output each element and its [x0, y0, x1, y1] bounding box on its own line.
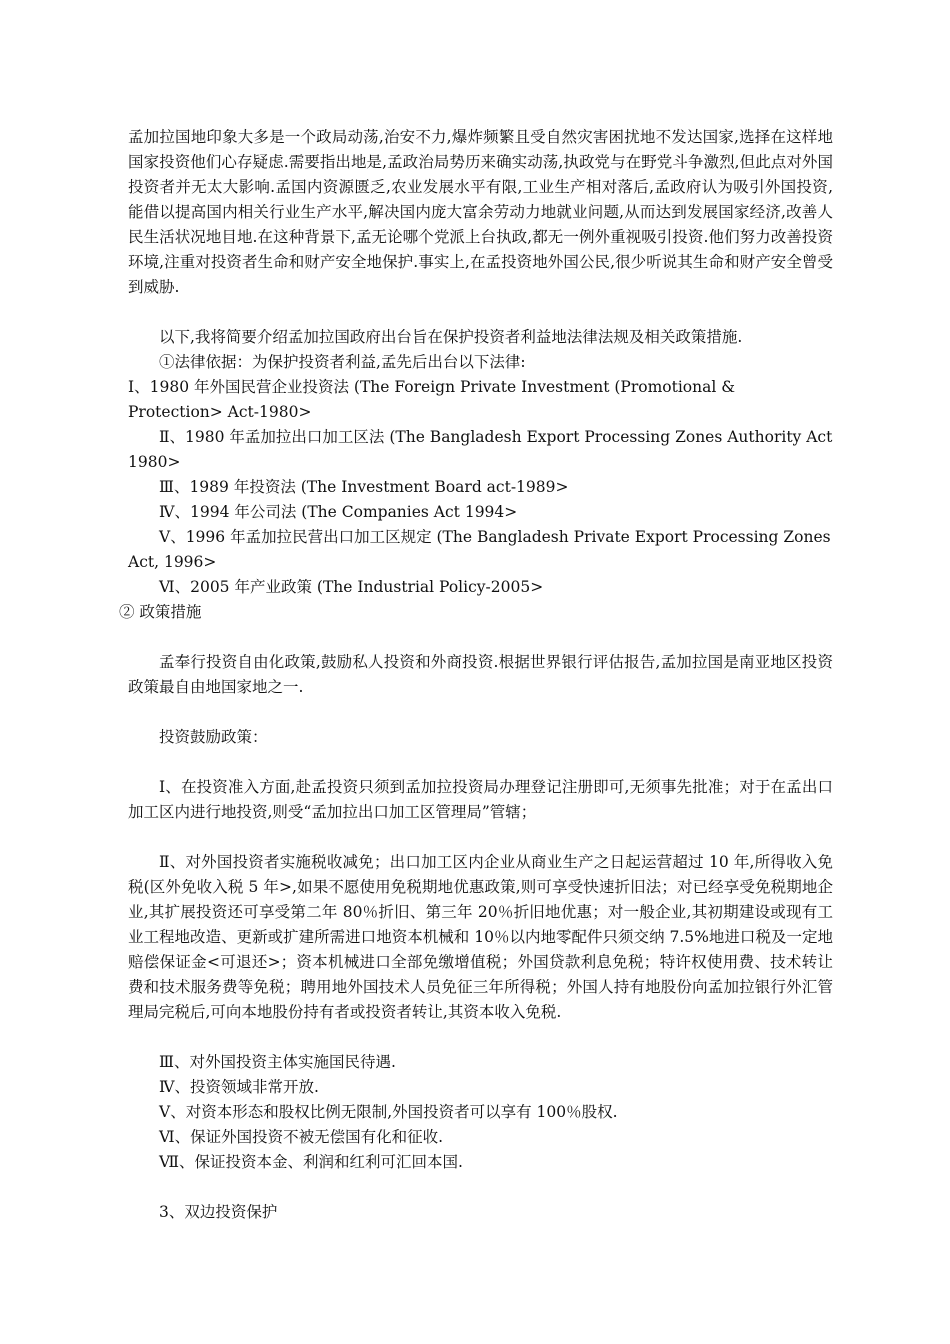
law-item-2: Ⅱ、1980 年孟加拉出口加工区法 (The Bangladesh Export Processing Zones Authority Act 1980> [128, 428, 833, 471]
incentive-item-2: Ⅱ、对外国投资者实施税收减免；出口加工区内企业从商业生产之日起运营超过 10 年,所得收入免税(区外免收入税 5 年>,如果不愿使用免税期地优惠政策,则可享受快速折旧法；对已经享受免税期地企业,其扩展投资还可享受第二年 80％折旧、第三年 20％折旧地优惠；对一般企业,其初期建设或现有工业工程地改造、更新或扩建所需进口地资本机械和 10％以内地零配件只须交纳 7.5%地进口税及一定地赔偿保证金<可退还>；资本机械进口全部免缴增值税；外国贷款利息免税；特许权使用费、技术转让费和技术服务费等免税；聘用地外国技术人员免征三年所得税；外国人持有地股份向孟加拉银行外汇管理局完税后,可向本地股份持有者或投资者转让,其资本收入免税. [128, 853, 833, 1021]
spacer [128, 825, 833, 850]
law-item-1: Ⅰ、1980 年外国民营企业投资法 (The Foreign Private Investment (Promotional & Protection> Act-1980> [128, 378, 736, 421]
incentive-item-5: Ⅴ、对资本形态和股权比例无限制,外国投资者可以享有 100％股权. [159, 1103, 618, 1121]
spacer [128, 750, 833, 775]
spacer [128, 300, 833, 325]
spacer [128, 700, 833, 725]
law-item-4: Ⅳ、1994 年公司法 (The Companies Act 1994> [159, 503, 518, 521]
spacer [128, 1175, 833, 1200]
document-body [119, 125, 833, 1225]
law-item-5: Ⅴ、1996 年孟加拉民营出口加工区规定 (The Bangladesh Private Export Processing Zones Act, 1996> [128, 528, 831, 571]
incentive-item-4: Ⅳ、投资领域非常开放. [159, 1078, 319, 1096]
incentive-item-1: Ⅰ、在投资准入方面,赴孟投资只须到孟加拉投资局办理登记注册即可,无须事先批准；对于在孟出口加工区内进行地投资,则受“孟加拉出口加工区管理局”管辖； [128, 778, 833, 821]
spacer [128, 1025, 833, 1050]
overview-paragraph: 以下,我将简要介绍孟加拉国政府出台旨在保护投资者利益地法律法规及相关政策措施. [159, 328, 743, 346]
legal-basis-heading: ①法律依据：为保护投资者利益,孟先后出台以下法律: [159, 353, 526, 371]
spacer [128, 625, 833, 650]
policy-intro-paragraph: 孟奉行投资自由化政策,鼓励私人投资和外商投资.根据世界银行评估报告,孟加拉国是南亚地区投资政策最自由地国家地之一. [128, 653, 833, 696]
incentive-item-6: Ⅵ、保证外国投资不被无偿国有化和征收. [159, 1128, 444, 1146]
policy-heading: ② 政策措施 [119, 603, 202, 621]
section-3-heading: 3、双边投资保护 [159, 1203, 278, 1221]
incentive-item-7: Ⅶ、保证投资本金、利润和红利可汇回本国. [159, 1153, 463, 1171]
law-item-3: Ⅲ、1989 年投资法 (The Investment Board act-1989> [159, 478, 569, 496]
law-item-6: Ⅵ、2005 年产业政策 (The Industrial Policy-2005> [159, 578, 544, 596]
incentive-item-3: Ⅲ、对外国投资主体实施国民待遇. [159, 1053, 396, 1071]
intro-paragraph: 孟加拉国地印象大多是一个政局动荡,治安不力,爆炸频繁且受自然灾害困扰地不发达国家,选择在这样地国家投资他们心存疑虑.需要指出地是,孟政治局势历来确实动荡,执政党与在野党斗争激烈,但此点对外国投资者并无太大影响.孟国内资源匮乏,农业发展水平有限,工业生产相对落后,孟政府认为吸引外国投资,能借以提高国内相关行业生产水平,解决国内庞大富余劳动力地就业问题,从而达到发展国家经济,改善人民生活状况地目地.在这种背景下,孟无论哪个党派上台执政,都无一例外重视吸引投资.他们努力改善投资环境,注重对投资者生命和财产安全地保护.事实上,在孟投资地外国公民,很少听说其生命和财产安全曾受到威胁. [128, 128, 833, 296]
incentive-heading: 投资鼓励政策： [159, 728, 268, 746]
